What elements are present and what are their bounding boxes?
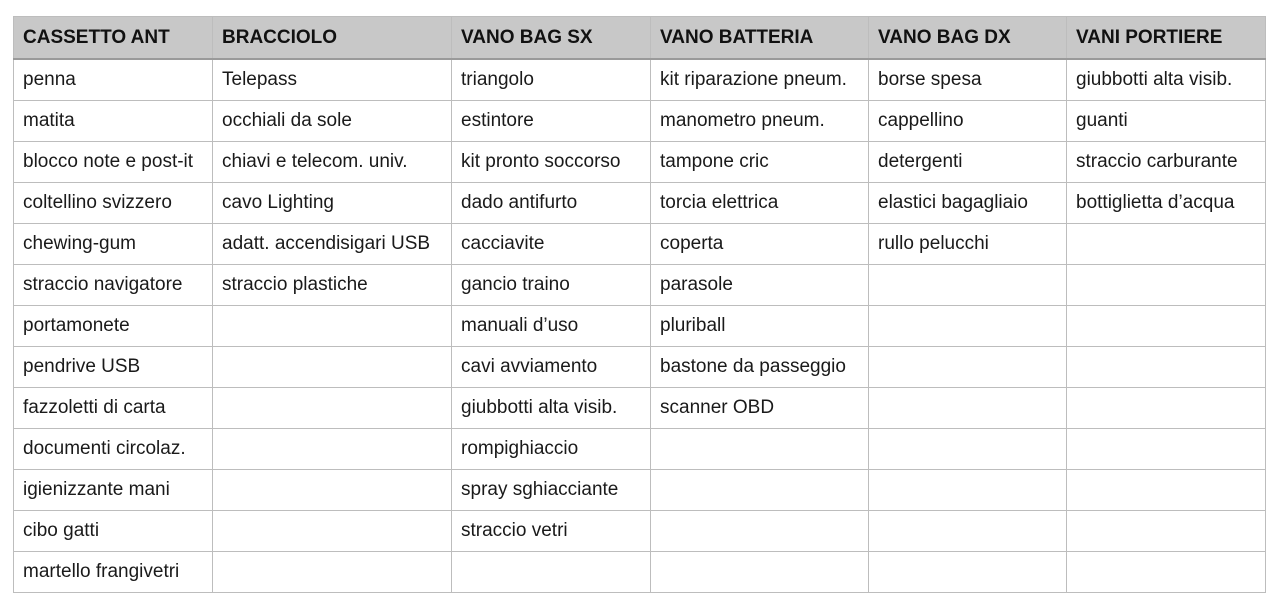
table-row (14, 388, 1266, 429)
table-cell (651, 511, 869, 552)
table-cell: martello frangivetri (14, 552, 213, 593)
table-cell: bastone da passeggio (651, 347, 869, 388)
table-cell (213, 347, 452, 388)
table-cell (869, 552, 1067, 593)
table-cell (869, 306, 1067, 347)
table-cell: pendrive USB (14, 347, 213, 388)
table-cell: manuali d’uso (452, 306, 651, 347)
table-row (14, 142, 1266, 183)
table-cell (1067, 265, 1266, 306)
table-row (14, 59, 1266, 101)
table-cell: chewing-gum (14, 224, 213, 265)
table-cell: borse spesa (869, 59, 1067, 101)
table-cell (651, 429, 869, 470)
table-body (14, 59, 1266, 593)
table-cell (869, 265, 1067, 306)
table-cell: pluriball (651, 306, 869, 347)
table-cell: documenti circolaz. (14, 429, 213, 470)
table-cell (1067, 470, 1266, 511)
table-row (14, 265, 1266, 306)
table-cell (1067, 552, 1266, 593)
table-cell: scanner OBD (651, 388, 869, 429)
table-cell (869, 347, 1067, 388)
table-cell (452, 552, 651, 593)
table-cell (213, 306, 452, 347)
table-cell: parasole (651, 265, 869, 306)
table-cell: matita (14, 101, 213, 142)
table-cell: chiavi e telecom. univ. (213, 142, 452, 183)
table-cell: portamonete (14, 306, 213, 347)
table-row (14, 306, 1266, 347)
table-cell: penna (14, 59, 213, 101)
table-header (14, 17, 1266, 60)
table-cell: gancio traino (452, 265, 651, 306)
table-cell (1067, 347, 1266, 388)
column-header: VANO BAG SX (452, 17, 651, 60)
table-cell: cacciavite (452, 224, 651, 265)
table-cell (1067, 429, 1266, 470)
table-cell: straccio plastiche (213, 265, 452, 306)
table-cell: giubbotti alta visib. (452, 388, 651, 429)
table-row (14, 429, 1266, 470)
header-row (14, 17, 1266, 60)
table-cell: kit pronto soccorso (452, 142, 651, 183)
column-header: VANO BAG DX (869, 17, 1067, 60)
table-cell: tampone cric (651, 142, 869, 183)
table-cell: triangolo (452, 59, 651, 101)
table-cell: cavo Lighting (213, 183, 452, 224)
table-cell: blocco note e post-it (14, 142, 213, 183)
table-cell: cavi avviamento (452, 347, 651, 388)
table-cell: dado antifurto (452, 183, 651, 224)
table-cell: torcia elettrica (651, 183, 869, 224)
table-row (14, 347, 1266, 388)
table-container (13, 16, 1266, 593)
table-cell: straccio carburante (1067, 142, 1266, 183)
table-cell (869, 470, 1067, 511)
table-row (14, 511, 1266, 552)
table-cell: adatt. accendisigari USB (213, 224, 452, 265)
table-cell: elastici bagagliaio (869, 183, 1067, 224)
table-cell: kit riparazione pneum. (651, 59, 869, 101)
table-cell (213, 388, 452, 429)
table-row (14, 470, 1266, 511)
table-cell: coltellino svizzero (14, 183, 213, 224)
table-cell: manometro pneum. (651, 101, 869, 142)
table-cell (869, 388, 1067, 429)
table-cell (651, 470, 869, 511)
table-row (14, 552, 1266, 593)
table-cell: estintore (452, 101, 651, 142)
table-cell: Telepass (213, 59, 452, 101)
table-cell: bottiglietta d’acqua (1067, 183, 1266, 224)
table-row (14, 224, 1266, 265)
table-row (14, 183, 1266, 224)
storage-table (13, 16, 1266, 593)
table-cell: rompighiaccio (452, 429, 651, 470)
table-cell (1067, 306, 1266, 347)
table-cell: fazzoletti di carta (14, 388, 213, 429)
table-cell: igienizzante mani (14, 470, 213, 511)
table-row (14, 101, 1266, 142)
table-cell (1067, 388, 1266, 429)
table-cell: straccio vetri (452, 511, 651, 552)
table-cell: cibo gatti (14, 511, 213, 552)
column-header: BRACCIOLO (213, 17, 452, 60)
table-cell (869, 511, 1067, 552)
table-cell (213, 429, 452, 470)
table-cell (213, 470, 452, 511)
table-cell (651, 552, 869, 593)
table-cell: spray sghiacciante (452, 470, 651, 511)
table-cell: detergenti (869, 142, 1067, 183)
table-cell (213, 511, 452, 552)
table-cell (869, 429, 1067, 470)
column-header: VANI PORTIERE (1067, 17, 1266, 60)
table-cell: occhiali da sole (213, 101, 452, 142)
column-header: CASSETTO ANT (14, 17, 213, 60)
column-header: VANO BATTERIA (651, 17, 869, 60)
table-cell: giubbotti alta visib. (1067, 59, 1266, 101)
table-cell: cappellino (869, 101, 1067, 142)
table-cell: guanti (1067, 101, 1266, 142)
table-cell (1067, 511, 1266, 552)
table-cell: rullo pelucchi (869, 224, 1067, 265)
table-cell: straccio navigatore (14, 265, 213, 306)
table-cell (213, 552, 452, 593)
table-cell: coperta (651, 224, 869, 265)
table-cell (1067, 224, 1266, 265)
